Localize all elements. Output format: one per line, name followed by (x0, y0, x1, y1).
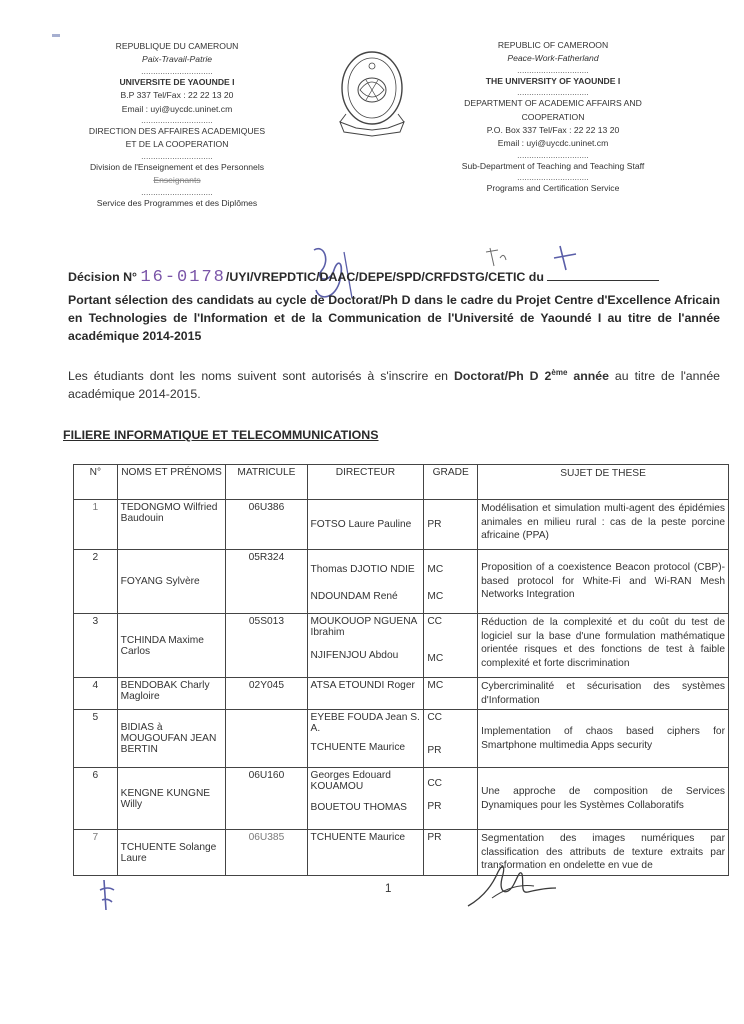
table-row (74, 710, 729, 768)
row-matricule: 06U386 (226, 500, 307, 550)
header-no: N° (74, 465, 118, 500)
row-no: 3 (74, 614, 118, 678)
intro-paragraph (68, 364, 720, 403)
header-left (66, 40, 288, 210)
university-en: THE UNIVERSITY OF YAOUNDE I (485, 75, 621, 86)
grade-2: PR (427, 745, 442, 757)
country-fr: REPUBLIQUE DU CAMEROUN (115, 41, 239, 51)
row-nom: TCHUENTE Solange Laure (117, 830, 226, 876)
row-no: 1 (74, 500, 118, 550)
email-fr: Email : uyi@uycdc.uninet.cm (121, 103, 233, 114)
row-grade: PR (424, 830, 478, 876)
department-line-1: DEPARTMENT OF ACADEMIC AFFAIRS AND (464, 98, 642, 109)
header-matricule: MATRICULE (226, 465, 307, 500)
row-nom: BENDOBAK Charly Magloire (117, 678, 226, 710)
table-row (74, 614, 729, 678)
directeur-2: BOUETOU THOMAS (310, 802, 407, 814)
row-nom: BIDIAS à MOUGOUFAN JEAN BERTIN (117, 710, 226, 768)
intro-year: année (567, 369, 609, 384)
row-nom: TEDONGMO Wilfried Baudouin (117, 500, 226, 550)
intro-tail: au titre de l'année académique 2014-2015. (68, 369, 720, 402)
grade-1: CC (427, 616, 443, 627)
motto-fr: Paix-Travail-Patrie (141, 54, 213, 65)
signature-icon (462, 858, 562, 914)
row-sujet: Réduction de la complexité et du coût du test de logiciel sur la base d'une formulation mathématique orientée risques et des fonctions de test à faible complexité et forte discrimination (478, 614, 729, 678)
decision-prefix: Décision N° (68, 270, 137, 284)
separator-dots: .............................. (141, 115, 213, 126)
decision-number-stamp: 16-0178 (140, 268, 226, 287)
candidates-table (73, 464, 729, 876)
row-grade (424, 614, 478, 678)
decision-reference: /UYI/VREPDTIC/DAAC/DEPE/SPD/CRFDSTG/CETIC du (225, 270, 544, 284)
direction-line-2: ET DE LA COOPERATION (125, 139, 229, 150)
row-nom: KENGNE KUNGNE Willy (117, 768, 226, 830)
separator-dots: .............................. (141, 65, 213, 76)
directeur-1: MOUKOUOP NGUENA Ibrahim (310, 616, 417, 638)
table-row (74, 830, 729, 876)
subdept-en: Sub-Department of Teaching and Teaching Staff (461, 160, 645, 171)
row-matricule: 02Y045 (226, 678, 307, 710)
decision-title: Portant sélection des candidats au cycle de Doctorat/Ph D dans le cadre du Projet Centre d'Excellence Africain en Technologies de l'Information et de la Communication de l'Université de Yaoundé I au titre de l'année académique 2014-2015 (68, 293, 720, 343)
page-number: 1 (385, 883, 392, 895)
grade-1: MC (427, 564, 444, 575)
intro-level: Doctorat/Ph D 2 (454, 369, 552, 384)
row-no: 2 (74, 550, 118, 614)
row-no: 7 (74, 830, 118, 876)
row-no: 5 (74, 710, 118, 768)
row-directeur: ATSA ETOUNDI Roger (307, 678, 424, 710)
row-directeur (307, 550, 424, 614)
row-no: 4 (74, 678, 118, 710)
date-blank-line (547, 270, 659, 281)
section-title: FILIERE INFORMATIQUE ET TELECOMMUNICATIONS (63, 428, 379, 442)
row-sujet: Segmentation des images numériques par classification des attributs de texture extraits par transformation en ondelette en vue de (478, 830, 729, 876)
table-row (74, 500, 729, 550)
table-row (74, 678, 729, 710)
university-fr: UNIVERSITE DE YAOUNDE I (119, 76, 235, 87)
intro-text: Les étudiants dont les noms suivent sont autorisés à s'inscrire en (68, 369, 455, 384)
division-line-1: Division de l'Enseignement et des Personnels (89, 161, 265, 172)
directeur-1: EYEBE FOUDA Jean S. A. (310, 712, 420, 735)
row-no: 6 (74, 768, 118, 830)
row-directeur (307, 768, 424, 830)
directeur-2: TCHUENTE Maurice (310, 742, 406, 754)
country-en: REPUBLIC OF CAMEROON (497, 40, 609, 50)
university-seal (326, 44, 418, 138)
division-line-2: Enseignants (153, 175, 201, 186)
row-sujet: Cybercriminalité et sécurisation des systèmes d'Information (478, 678, 729, 710)
table-row (74, 550, 729, 614)
header-grade: GRADE (424, 465, 478, 500)
grade-2: MC (427, 653, 444, 664)
row-grade: PR (424, 500, 478, 550)
row-directeur (307, 710, 424, 768)
header-right (442, 39, 664, 196)
programs-en: Programs and Certification Service (486, 183, 620, 194)
header-directeur: DIRECTEUR (307, 465, 424, 500)
row-grade: MC (424, 678, 478, 710)
separator-dots: .............................. (141, 150, 213, 161)
header-sujet: SUJET DE THESE (478, 465, 729, 500)
intro-sup: ème (551, 368, 568, 377)
grade-1: CC (427, 778, 443, 790)
directeur-2: NJIFENJOU Abdou (310, 650, 399, 661)
bp-fr: B.P 337 Tel/Fax : 22 22 13 20 (120, 90, 234, 101)
row-sujet: Une approche de composition de Services Dynamiques pour les Systèmes Collaboratifs (478, 768, 729, 830)
decision-line (68, 268, 728, 287)
handwritten-initial-icon (96, 876, 122, 916)
grade-2: PR (427, 801, 442, 813)
row-matricule: 05S013 (226, 614, 307, 678)
service-fr: Service des Programmes et des Diplômes (96, 197, 258, 208)
scan-mark (52, 34, 60, 37)
row-directeur: TCHUENTE Maurice (307, 830, 424, 876)
directeur-1: Georges Edouard KOUAMOU (310, 770, 391, 793)
row-matricule: 06U160 (226, 768, 307, 830)
row-directeur: FOTSO Laure Pauline (307, 500, 424, 550)
separator-dots: .............................. (517, 87, 589, 98)
grade-2: MC (427, 591, 444, 602)
row-nom: TCHINDA Maxime Carlos (117, 614, 226, 678)
row-grade (424, 710, 478, 768)
header-nom: NOMS ET PRÉNOMS (117, 465, 226, 500)
row-sujet: Implementation of chaos based ciphers for Smartphone multimedia Apps security (478, 710, 729, 768)
row-matricule (226, 710, 307, 768)
directeur-2: NDOUNDAM René (310, 591, 398, 602)
row-directeur (307, 614, 424, 678)
email-en: Email : uyi@uycdc.uninet.cm (497, 138, 609, 149)
row-sujet: Modélisation et simulation multi-agent des épidémies animales en milieu rural : cas de la peste porcine africaine (PPA) (478, 500, 729, 550)
separator-dots: .............................. (517, 172, 589, 183)
direction-line-1: DIRECTION DES AFFAIRES ACADEMIQUES (88, 126, 266, 137)
table-row (74, 768, 729, 830)
separator-dots: .............................. (517, 64, 589, 75)
grade-1: CC (427, 712, 443, 724)
row-matricule: 05R324 (226, 550, 307, 614)
department-line-2: COOPERATION (521, 111, 585, 122)
po-en: P.O. Box 337 Tel/Fax : 22 22 13 20 (486, 125, 620, 136)
separator-dots: .............................. (517, 149, 589, 160)
row-matricule: 06U385 (226, 830, 307, 876)
row-grade (424, 550, 478, 614)
separator-dots: .............................. (141, 186, 213, 197)
row-nom: FOYANG Sylvère (117, 550, 226, 614)
directeur-1: Thomas DJOTIO NDIE (310, 564, 415, 575)
table-header-row (74, 465, 729, 500)
row-sujet: Proposition of a coexistence Beacon protocol (CBP)-based protocol for White-Fi and Wi-RAN Mesh Networks Integration (478, 550, 729, 614)
row-grade (424, 768, 478, 830)
motto-en: Peace-Work-Fatherland (507, 53, 599, 64)
